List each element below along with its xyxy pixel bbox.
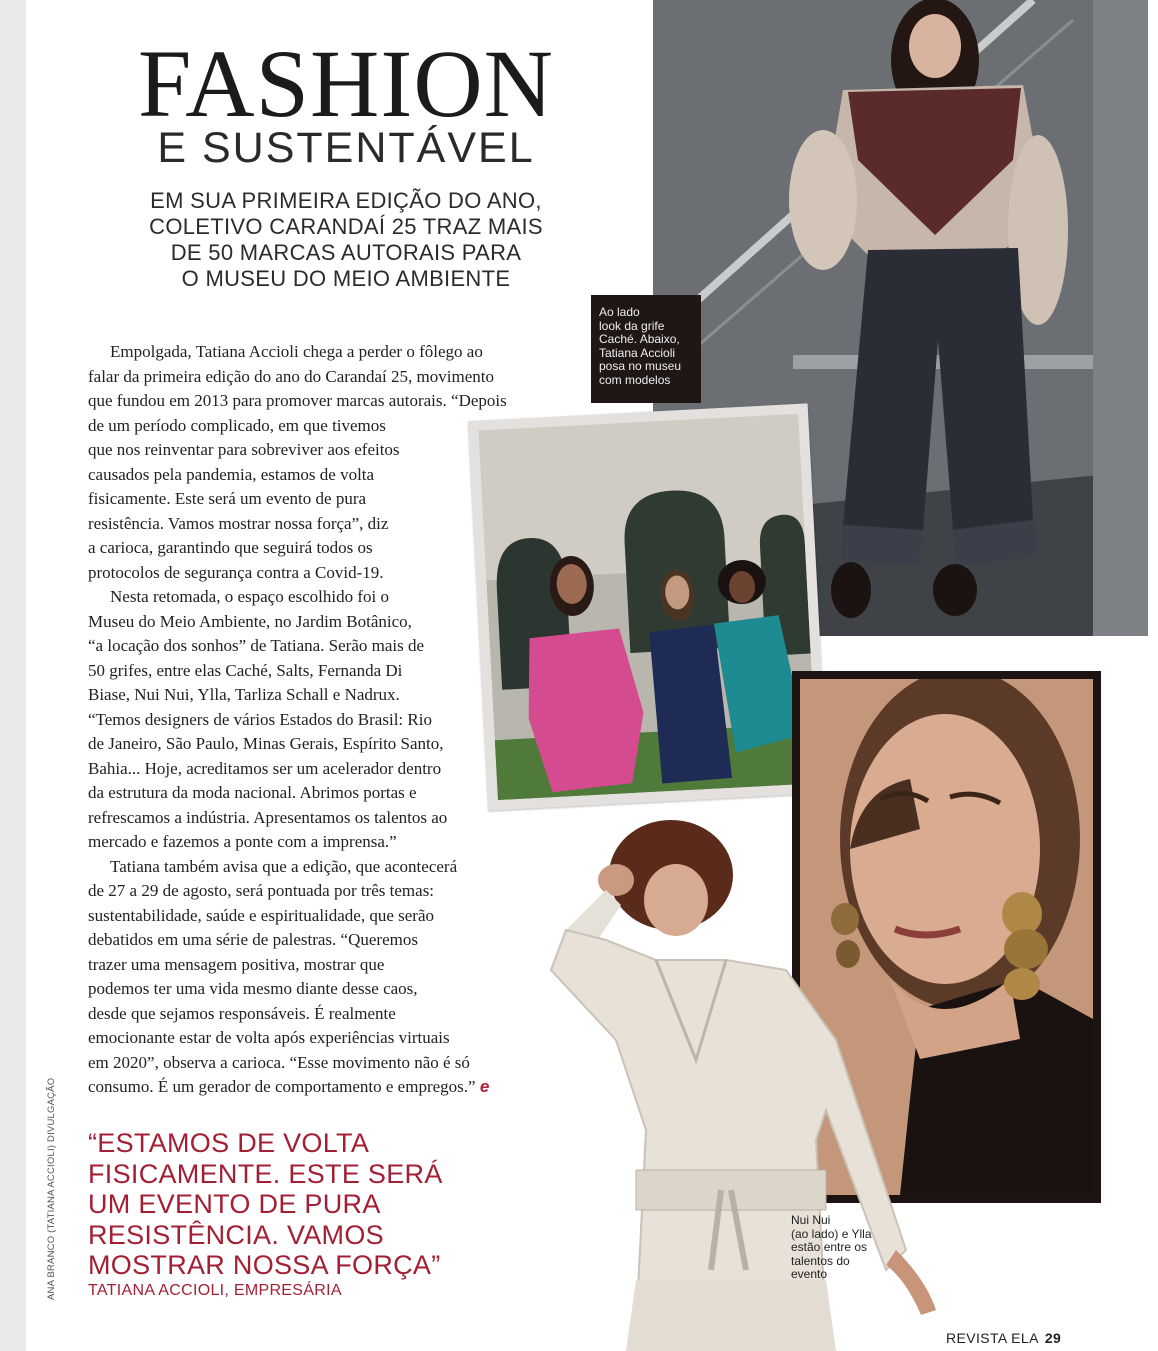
article-last-line: consumo. É um gerador de comportamento e empregos.” <box>88 1077 476 1096</box>
pull-quote-line: FISICAMENTE. ESTE SERÁ <box>88 1158 443 1189</box>
caption-line: estão entre os <box>791 1240 868 1254</box>
caption-line: look da grife <box>599 318 665 333</box>
deck <box>106 188 586 292</box>
article-line: da estrutura da moda nacional. Abrimos portas e <box>88 783 417 802</box>
deck-line: COLETIVO CARANDAÍ 25 TRAZ MAIS <box>149 214 543 239</box>
photo-credit: ANA BRANCO (TATIANA ACCIOLI) DIVULGAÇÃO <box>46 1077 57 1300</box>
article-line: mercado e fazemos a ponte com a imprensa.” <box>88 832 397 851</box>
caption-bottom <box>791 1214 872 1282</box>
end-mark: e <box>479 1077 490 1096</box>
pull-quote-line: UM EVENTO DE PURA <box>88 1189 381 1219</box>
deck-line: EM SUA PRIMEIRA EDIÇÃO DO ANO, <box>150 188 542 213</box>
article-line: de um período complicado, em que tivemos <box>88 415 386 435</box>
caption-line: com modelos <box>599 372 671 387</box>
article-line: que fundou em 2013 para promover marcas autorais. “Depois <box>88 391 507 410</box>
article-line: que nos reinventar para sobreviver aos efeitos <box>88 440 400 459</box>
pull-quote-line: “ESTAMOS DE VOLTA <box>88 1128 370 1158</box>
caption-line: Ao lado <box>599 305 640 319</box>
article-line: de Janeiro, São Paulo, Minas Gerais, Espírito Santo, <box>88 734 444 753</box>
page-subtitle: E SUSTENTÁVEL <box>157 124 535 172</box>
caption-line: talentos do <box>791 1253 850 1268</box>
caption-line: Nui Nui <box>791 1213 831 1227</box>
article-line: desde que sejamos responsáveis. É realmente <box>88 1003 396 1023</box>
article-line: causados pela pandemia, estamos de volta <box>88 464 375 484</box>
article-line: refrescamos a indústria. Apresentamos os talentos ao <box>88 807 448 827</box>
article-line: “Temos designers de vários Estados do Brasil: Rio <box>88 709 432 729</box>
article-line: podemos ter uma vida mesmo diante desse caos, <box>88 979 418 998</box>
caption-line: Tatiana Accioli <box>599 345 676 360</box>
caption-line: Caché. Abaixo, <box>599 332 680 346</box>
pull-quote-line: RESISTÊNCIA. VAMOS <box>88 1219 384 1250</box>
article-line: falar da primeira edição do ano do Carandaí 25, movimento <box>88 366 494 386</box>
article-line: sustentabilidade, saúde e espiritualidade, que serão <box>88 905 435 925</box>
photo-museum-group <box>468 403 828 810</box>
article-line: Nesta retomada, o espaço escolhido foi o <box>110 587 389 606</box>
page-number: 29 <box>1044 1330 1062 1346</box>
caption-line: (ao lado) e Ylla <box>791 1226 872 1241</box>
caption-line: evento <box>791 1267 828 1281</box>
pull-quote-line: MOSTRAR NOSSA FORÇA” <box>88 1250 441 1280</box>
article-line: protocolos de segurança contra a Covid-19. <box>88 562 384 582</box>
photo-ylla-image <box>496 810 966 1351</box>
article-line: Empolgada, Tatiana Accioli chega a perder o fôlego ao <box>110 342 483 361</box>
pull-quote <box>88 1128 488 1281</box>
deck-line: DE 50 MARCAS AUTORAIS PARA <box>170 240 522 265</box>
article-line: Museu do Meio Ambiente, no Jardim Botânico, <box>88 611 412 631</box>
article-line: Biase, Nui Nui, Ylla, Tarliza Schall e Nadrux. <box>88 685 400 704</box>
article-line: emocionante estar de volta após experiências virtuais <box>88 1028 450 1047</box>
photo-ylla <box>496 810 966 1351</box>
article-line: de 27 a 29 de agosto, será pontuada por três temas: <box>88 881 435 900</box>
article-line: 50 grifes, entre elas Caché, Salts, Fernanda Di <box>88 660 403 680</box>
article-line: Tatiana também avisa que a edição, que acontecerá <box>110 856 458 876</box>
pull-quote-attribution: TATIANA ACCIOLI, EMPRESÁRIA <box>88 1282 342 1299</box>
article-line: a carioca, garantindo que seguirá todos os <box>88 538 373 557</box>
page-footer <box>946 1330 1061 1346</box>
article-line: trazer uma mensagem positiva, mostrar que <box>88 954 385 974</box>
magazine-page <box>26 0 1158 1351</box>
article-line: Bahia... Hoje, acreditamos ser um acelerador dentro <box>88 758 442 778</box>
article-line: em 2020”, observa a carioca. “Esse movimento não é só <box>88 1052 470 1072</box>
article-line: resistência. Vamos mostrar nossa força”, diz <box>88 513 389 533</box>
article-line: debatidos em uma série de palestras. “Queremos <box>88 930 418 949</box>
deck-line: O MUSEU DO MEIO AMBIENTE <box>181 266 511 291</box>
page-title: FASHION <box>138 30 554 137</box>
magazine-name: REVISTA ELA <box>946 1330 1039 1346</box>
article-line: “a locação dos sonhos” de Tatiana. Serão mais de <box>88 636 425 655</box>
article-line: fisicamente. Este será um evento de pura <box>88 489 367 508</box>
caption-top <box>591 295 701 403</box>
caption-line: posa no museu <box>599 359 682 373</box>
photo-museum-group-image <box>479 414 818 800</box>
